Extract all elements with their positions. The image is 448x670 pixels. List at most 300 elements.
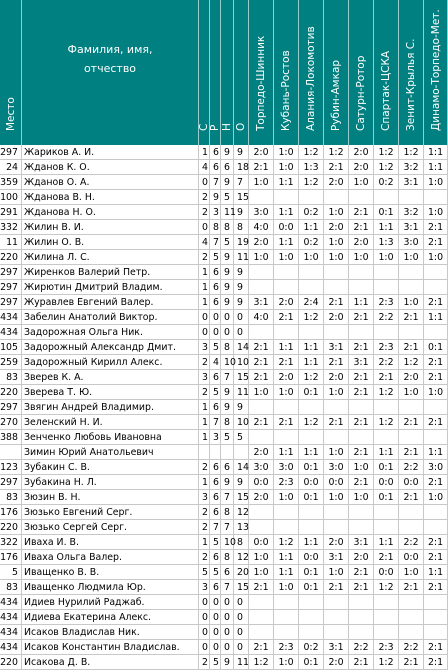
cell-match-1: 1:0 [249, 175, 274, 190]
cell-match-3: 0:0 [299, 475, 324, 490]
cell-match-5: 2:1 [349, 655, 374, 670]
cell-match-2 [274, 265, 299, 280]
cell-match-3: 0:1 [299, 655, 324, 670]
cell-match-8 [424, 280, 448, 295]
cell-place: 434 [0, 310, 22, 325]
cell-match-5: 2:1 [349, 385, 374, 400]
cell-match-3: 1:1 [299, 340, 324, 355]
cell-match-1: 2:1 [249, 580, 274, 595]
cell-match-3: 0:1 [299, 580, 324, 595]
cell-s: 2 [199, 205, 210, 220]
cell-match-4 [324, 190, 349, 205]
cell-n: 0 [221, 625, 234, 640]
cell-o: 14 [234, 340, 249, 355]
cell-match-3 [299, 280, 324, 295]
cell-n: 8 [221, 220, 234, 235]
cell-name: Зеленский Н. И. [22, 415, 199, 430]
cell-o: 9 [234, 145, 249, 160]
cell-name: Иваха Ольга Валер. [22, 550, 199, 565]
cell-match-7: 3:1 [399, 220, 424, 235]
cell-match-6: 1:1 [374, 220, 399, 235]
cell-r: 7 [210, 415, 221, 430]
cell-match-5: 1:1 [349, 295, 374, 310]
cell-n: 6 [221, 160, 234, 175]
cell-o [234, 445, 249, 460]
cell-n: 9 [221, 250, 234, 265]
cell-match-6 [374, 520, 399, 535]
cell-match-5 [349, 595, 374, 610]
cell-name: Забелин Анатолий Виктор. [22, 310, 199, 325]
cell-n: 10 [221, 535, 234, 550]
cell-s: 2 [199, 190, 210, 205]
cell-s: 1 [199, 265, 210, 280]
cell-match-8: 2:1 [424, 475, 448, 490]
cell-o: 7 [234, 175, 249, 190]
cell-name: Зюзько Сергей Серг. [22, 520, 199, 535]
header-stat-r [210, 0, 221, 145]
header-place [0, 0, 22, 145]
cell-match-6: 0:0 [374, 475, 399, 490]
cell-match-1: 3:0 [249, 205, 274, 220]
cell-place: 83 [0, 580, 22, 595]
header-stat-s [199, 0, 210, 145]
cell-match-3: 1:2 [299, 145, 324, 160]
cell-match-7 [399, 325, 424, 340]
table-row [0, 220, 448, 235]
cell-name: Жиренков Валерий Петр. [22, 265, 199, 280]
cell-match-6: 1:2 [374, 160, 399, 175]
table-row [0, 280, 448, 295]
cell-s [199, 445, 210, 460]
cell-match-7: 0:0 [399, 475, 424, 490]
cell-place: 291 [0, 205, 22, 220]
cell-match-2: 3:0 [274, 460, 299, 475]
cell-match-1 [249, 595, 274, 610]
cell-s: 1 [199, 475, 210, 490]
cell-match-6: 2:3 [374, 640, 399, 655]
cell-s: 1 [199, 295, 210, 310]
cell-match-7: 3:1 [399, 175, 424, 190]
cell-match-1: 2:1 [249, 370, 274, 385]
cell-s: 0 [199, 220, 210, 235]
cell-match-4: 2:0 [324, 535, 349, 550]
cell-match-7: 2:1 [399, 655, 424, 670]
cell-o: 13 [234, 520, 249, 535]
cell-name: Жилина Л. С. [22, 250, 199, 265]
table-row [0, 550, 448, 565]
cell-s: 2 [199, 385, 210, 400]
cell-match-2 [274, 190, 299, 205]
cell-match-6 [374, 400, 399, 415]
cell-match-7: 1:2 [399, 145, 424, 160]
cell-match-7: 3:2 [399, 205, 424, 220]
cell-match-8: 2:1 [424, 550, 448, 565]
header-match-2 [274, 0, 299, 145]
cell-r: 6 [210, 280, 221, 295]
cell-r [210, 445, 221, 460]
cell-s: 1 [199, 430, 210, 445]
cell-place: 220 [0, 655, 22, 670]
cell-name: Жданова В. Н. [22, 190, 199, 205]
cell-place [0, 445, 22, 460]
cell-o: 9 [234, 265, 249, 280]
cell-match-8: 0:1 [424, 340, 448, 355]
cell-r: 5 [210, 340, 221, 355]
cell-match-1: 3:0 [249, 460, 274, 475]
cell-s: 3 [199, 490, 210, 505]
table-row [0, 565, 448, 580]
cell-r: 5 [210, 250, 221, 265]
cell-match-3: 0:2 [299, 205, 324, 220]
cell-s: 1 [199, 400, 210, 415]
cell-match-8 [424, 610, 448, 625]
cell-name: Задорожный Александр Дмит. [22, 340, 199, 355]
table-row [0, 295, 448, 310]
cell-match-4: 2:1 [324, 415, 349, 430]
cell-match-7 [399, 400, 424, 415]
cell-match-1: 2:0 [249, 145, 274, 160]
cell-match-5 [349, 430, 374, 445]
cell-match-6: 1:2 [374, 385, 399, 400]
cell-match-7 [399, 190, 424, 205]
cell-r: 7 [210, 520, 221, 535]
cell-match-3 [299, 505, 324, 520]
cell-match-6: 0:1 [374, 460, 399, 475]
table-row [0, 610, 448, 625]
table-row [0, 640, 448, 655]
cell-match-2: 2:0 [274, 370, 299, 385]
header-match-2-label: Кубань-Ростов [279, 49, 292, 131]
table-row [0, 325, 448, 340]
cell-match-8: 2:1 [424, 415, 448, 430]
cell-match-2: 1:0 [274, 160, 299, 175]
cell-match-5: 2:1 [349, 205, 374, 220]
cell-o: 12 [234, 550, 249, 565]
cell-place: 83 [0, 490, 22, 505]
cell-n: 5 [221, 235, 234, 250]
cell-name: Жирютин Дмитрий Владим. [22, 280, 199, 295]
cell-match-7: 2:1 [399, 415, 424, 430]
cell-n: 7 [221, 490, 234, 505]
cell-match-1: 1:0 [249, 385, 274, 400]
cell-match-1: 1:0 [249, 250, 274, 265]
cell-match-6: 0:2 [374, 175, 399, 190]
cell-place: 297 [0, 280, 22, 295]
cell-o: 19 [234, 235, 249, 250]
cell-o: 9 [234, 475, 249, 490]
header-match-5-label: Сатурн-Ротор [354, 55, 367, 131]
cell-o: 15 [234, 490, 249, 505]
cell-place: 434 [0, 640, 22, 655]
cell-match-8 [424, 265, 448, 280]
cell-match-2: 2:0 [274, 295, 299, 310]
cell-match-5: 2:1 [349, 415, 374, 430]
cell-s: 1 [199, 145, 210, 160]
table-row [0, 310, 448, 325]
cell-match-3 [299, 625, 324, 640]
cell-name: Жилин О. В. [22, 235, 199, 250]
cell-match-8 [424, 190, 448, 205]
cell-match-6 [374, 625, 399, 640]
cell-match-4 [324, 280, 349, 295]
cell-o: 9 [234, 400, 249, 415]
cell-r: 0 [210, 640, 221, 655]
cell-match-8: 1:1 [424, 160, 448, 175]
cell-n: 0 [221, 610, 234, 625]
cell-match-3: 1:2 [299, 370, 324, 385]
cell-o: 11 [234, 250, 249, 265]
cell-n: 8 [221, 505, 234, 520]
cell-o: 15 [234, 370, 249, 385]
cell-match-8: 1:0 [424, 205, 448, 220]
cell-place: 100 [0, 190, 22, 205]
cell-match-8 [424, 520, 448, 535]
cell-match-4: 1:2 [324, 145, 349, 160]
cell-s: 2 [199, 250, 210, 265]
cell-name: Зверева Т. Ю. [22, 385, 199, 400]
cell-match-8 [424, 400, 448, 415]
header-match-4-label: Рубин-Амкар [329, 59, 342, 131]
table-row [0, 400, 448, 415]
header-name-line-2: отчество [83, 62, 137, 75]
cell-match-2: 2:1 [274, 355, 299, 370]
cell-s: 3 [199, 370, 210, 385]
cell-s: 4 [199, 235, 210, 250]
cell-name: Зверев К. А. [22, 370, 199, 385]
table-row [0, 505, 448, 520]
cell-match-4: 3:1 [324, 340, 349, 355]
table-row [0, 625, 448, 640]
cell-r: 4 [210, 355, 221, 370]
cell-s: 2 [199, 550, 210, 565]
table-row [0, 415, 448, 430]
header-match-1 [249, 0, 274, 145]
cell-match-4: 2:0 [324, 175, 349, 190]
cell-r: 0 [210, 595, 221, 610]
cell-place: 220 [0, 250, 22, 265]
cell-name: Зубакина Н. Л. [22, 475, 199, 490]
cell-o: 0 [234, 610, 249, 625]
cell-o: 18 [234, 160, 249, 175]
cell-match-6 [374, 280, 399, 295]
cell-match-8: 2:1 [424, 580, 448, 595]
cell-match-2: 2:3 [274, 475, 299, 490]
cell-n: 10 [221, 355, 234, 370]
table-row [0, 430, 448, 445]
cell-name: Иващенко Людмила Юр. [22, 580, 199, 595]
cell-o: 11 [234, 385, 249, 400]
cell-o: 0 [234, 640, 249, 655]
cell-match-6: 2:1 [374, 550, 399, 565]
cell-match-7: 1:0 [399, 565, 424, 580]
header-stat-r-label: Р [208, 124, 221, 131]
cell-o: 14 [234, 460, 249, 475]
cell-r: 6 [210, 160, 221, 175]
cell-n: 9 [221, 385, 234, 400]
cell-n: 9 [221, 295, 234, 310]
cell-n: 5 [221, 430, 234, 445]
cell-match-5: 2:0 [349, 160, 374, 175]
table-row [0, 205, 448, 220]
cell-match-5: 2:1 [349, 370, 374, 385]
cell-r: 6 [210, 370, 221, 385]
cell-match-6 [374, 190, 399, 205]
cell-match-8: 3:0 [424, 460, 448, 475]
cell-place: 259 [0, 355, 22, 370]
cell-n: 0 [221, 325, 234, 340]
cell-match-2: 1:1 [274, 205, 299, 220]
cell-r: 6 [210, 145, 221, 160]
cell-match-1: 2:1 [249, 160, 274, 175]
cell-o: 10 [234, 415, 249, 430]
cell-n: 8 [221, 415, 234, 430]
cell-place: 220 [0, 385, 22, 400]
cell-r: 5 [210, 655, 221, 670]
header-match-4 [324, 0, 349, 145]
cell-match-3: 0:1 [299, 460, 324, 475]
cell-name: Зубакин С. В. [22, 460, 199, 475]
cell-r: 8 [210, 220, 221, 235]
cell-match-4: 3:0 [324, 460, 349, 475]
table-row [0, 385, 448, 400]
cell-match-4 [324, 430, 349, 445]
cell-name: Зюзин В. Н. [22, 490, 199, 505]
cell-match-6: 1:1 [374, 445, 399, 460]
cell-match-6: 1:3 [374, 235, 399, 250]
cell-s: 2 [199, 355, 210, 370]
cell-match-5: 1:0 [349, 250, 374, 265]
header-match-6-label: Спартак-ЦСКА [379, 50, 392, 131]
cell-place: 270 [0, 415, 22, 430]
cell-n: 6 [221, 460, 234, 475]
cell-n: 11 [221, 205, 234, 220]
cell-match-3: 0:0 [299, 550, 324, 565]
cell-s: 1 [199, 280, 210, 295]
cell-match-5 [349, 505, 374, 520]
cell-s: 0 [199, 595, 210, 610]
header-stat-s-label: С [197, 123, 210, 131]
cell-s: 0 [199, 640, 210, 655]
cell-o: 15 [234, 580, 249, 595]
cell-match-3: 2:4 [299, 295, 324, 310]
cell-match-4 [324, 265, 349, 280]
cell-match-5: 2:0 [349, 145, 374, 160]
cell-n: 9 [221, 400, 234, 415]
cell-name: Жданова Н. О. [22, 205, 199, 220]
cell-match-2 [274, 595, 299, 610]
cell-match-2: 1:1 [274, 445, 299, 460]
cell-match-3: 1:2 [299, 415, 324, 430]
cell-name: Жилин В. И. [22, 220, 199, 235]
cell-match-3: 1:1 [299, 355, 324, 370]
cell-name: Жданов О. А. [22, 175, 199, 190]
cell-match-7: 2:1 [399, 445, 424, 460]
cell-match-1 [249, 505, 274, 520]
header-match-8 [424, 0, 448, 145]
cell-match-5: 2:0 [349, 550, 374, 565]
cell-match-4: 2:0 [324, 655, 349, 670]
cell-match-6: 1:2 [374, 655, 399, 670]
cell-match-7 [399, 595, 424, 610]
cell-match-1: 3:1 [249, 295, 274, 310]
cell-s: 3 [199, 580, 210, 595]
cell-r: 5 [210, 385, 221, 400]
cell-name: Зимин Юрий Анатольевич [22, 445, 199, 460]
cell-match-5: 2:1 [349, 580, 374, 595]
cell-match-1 [249, 325, 274, 340]
cell-n: 9 [221, 655, 234, 670]
cell-match-5: 2:1 [349, 445, 374, 460]
cell-name: Зюзько Евгений Серг. [22, 505, 199, 520]
cell-r: 5 [210, 535, 221, 550]
cell-o: 9 [234, 280, 249, 295]
cell-match-2 [274, 520, 299, 535]
cell-match-2: 2:1 [274, 310, 299, 325]
cell-s: 2 [199, 460, 210, 475]
cell-match-5: 1:0 [349, 490, 374, 505]
cell-place: 332 [0, 220, 22, 235]
cell-s: 0 [199, 610, 210, 625]
cell-s: 5 [199, 565, 210, 580]
cell-match-1 [249, 430, 274, 445]
table-row [0, 235, 448, 250]
cell-place: 434 [0, 610, 22, 625]
header-match-8-label: Динамо-Торпедо-Мет. [429, 8, 442, 131]
cell-match-6: 1:2 [374, 415, 399, 430]
cell-match-2 [274, 280, 299, 295]
cell-match-7 [399, 520, 424, 535]
cell-place: 434 [0, 595, 22, 610]
cell-match-6: 0:1 [374, 205, 399, 220]
cell-match-7: 1:2 [399, 355, 424, 370]
cell-match-2: 1:0 [274, 385, 299, 400]
cell-match-7: 2:1 [399, 310, 424, 325]
cell-s: 1 [199, 415, 210, 430]
cell-match-4 [324, 325, 349, 340]
cell-match-4: 2:1 [324, 295, 349, 310]
header-stat-n-label: Н [220, 122, 233, 131]
cell-n: 7 [221, 370, 234, 385]
header-place-label: Место [4, 96, 17, 131]
cell-match-6: 1:2 [374, 580, 399, 595]
cell-match-2: 2:3 [274, 640, 299, 655]
cell-match-1: 0:0 [249, 535, 274, 550]
header-match-5 [349, 0, 374, 145]
cell-match-5: 2:1 [349, 475, 374, 490]
cell-n: 9 [221, 280, 234, 295]
cell-match-5: 3:1 [349, 535, 374, 550]
cell-match-3 [299, 520, 324, 535]
cell-o: 0 [234, 310, 249, 325]
cell-s: 4 [199, 160, 210, 175]
cell-place: 5 [0, 565, 22, 580]
cell-o: 9 [234, 205, 249, 220]
cell-n: 5 [221, 190, 234, 205]
cell-match-3 [299, 595, 324, 610]
table-row [0, 445, 448, 460]
cell-n: 9 [221, 475, 234, 490]
cell-match-1 [249, 520, 274, 535]
cell-place: 176 [0, 550, 22, 565]
cell-match-2: 1:2 [274, 535, 299, 550]
header-stat-n [221, 0, 234, 145]
cell-match-4: 1:0 [324, 445, 349, 460]
cell-match-4: 2:0 [324, 370, 349, 385]
cell-match-7: 2:1 [399, 340, 424, 355]
cell-match-4: 0:0 [324, 475, 349, 490]
cell-r: 3 [210, 430, 221, 445]
cell-s: 1 [199, 535, 210, 550]
